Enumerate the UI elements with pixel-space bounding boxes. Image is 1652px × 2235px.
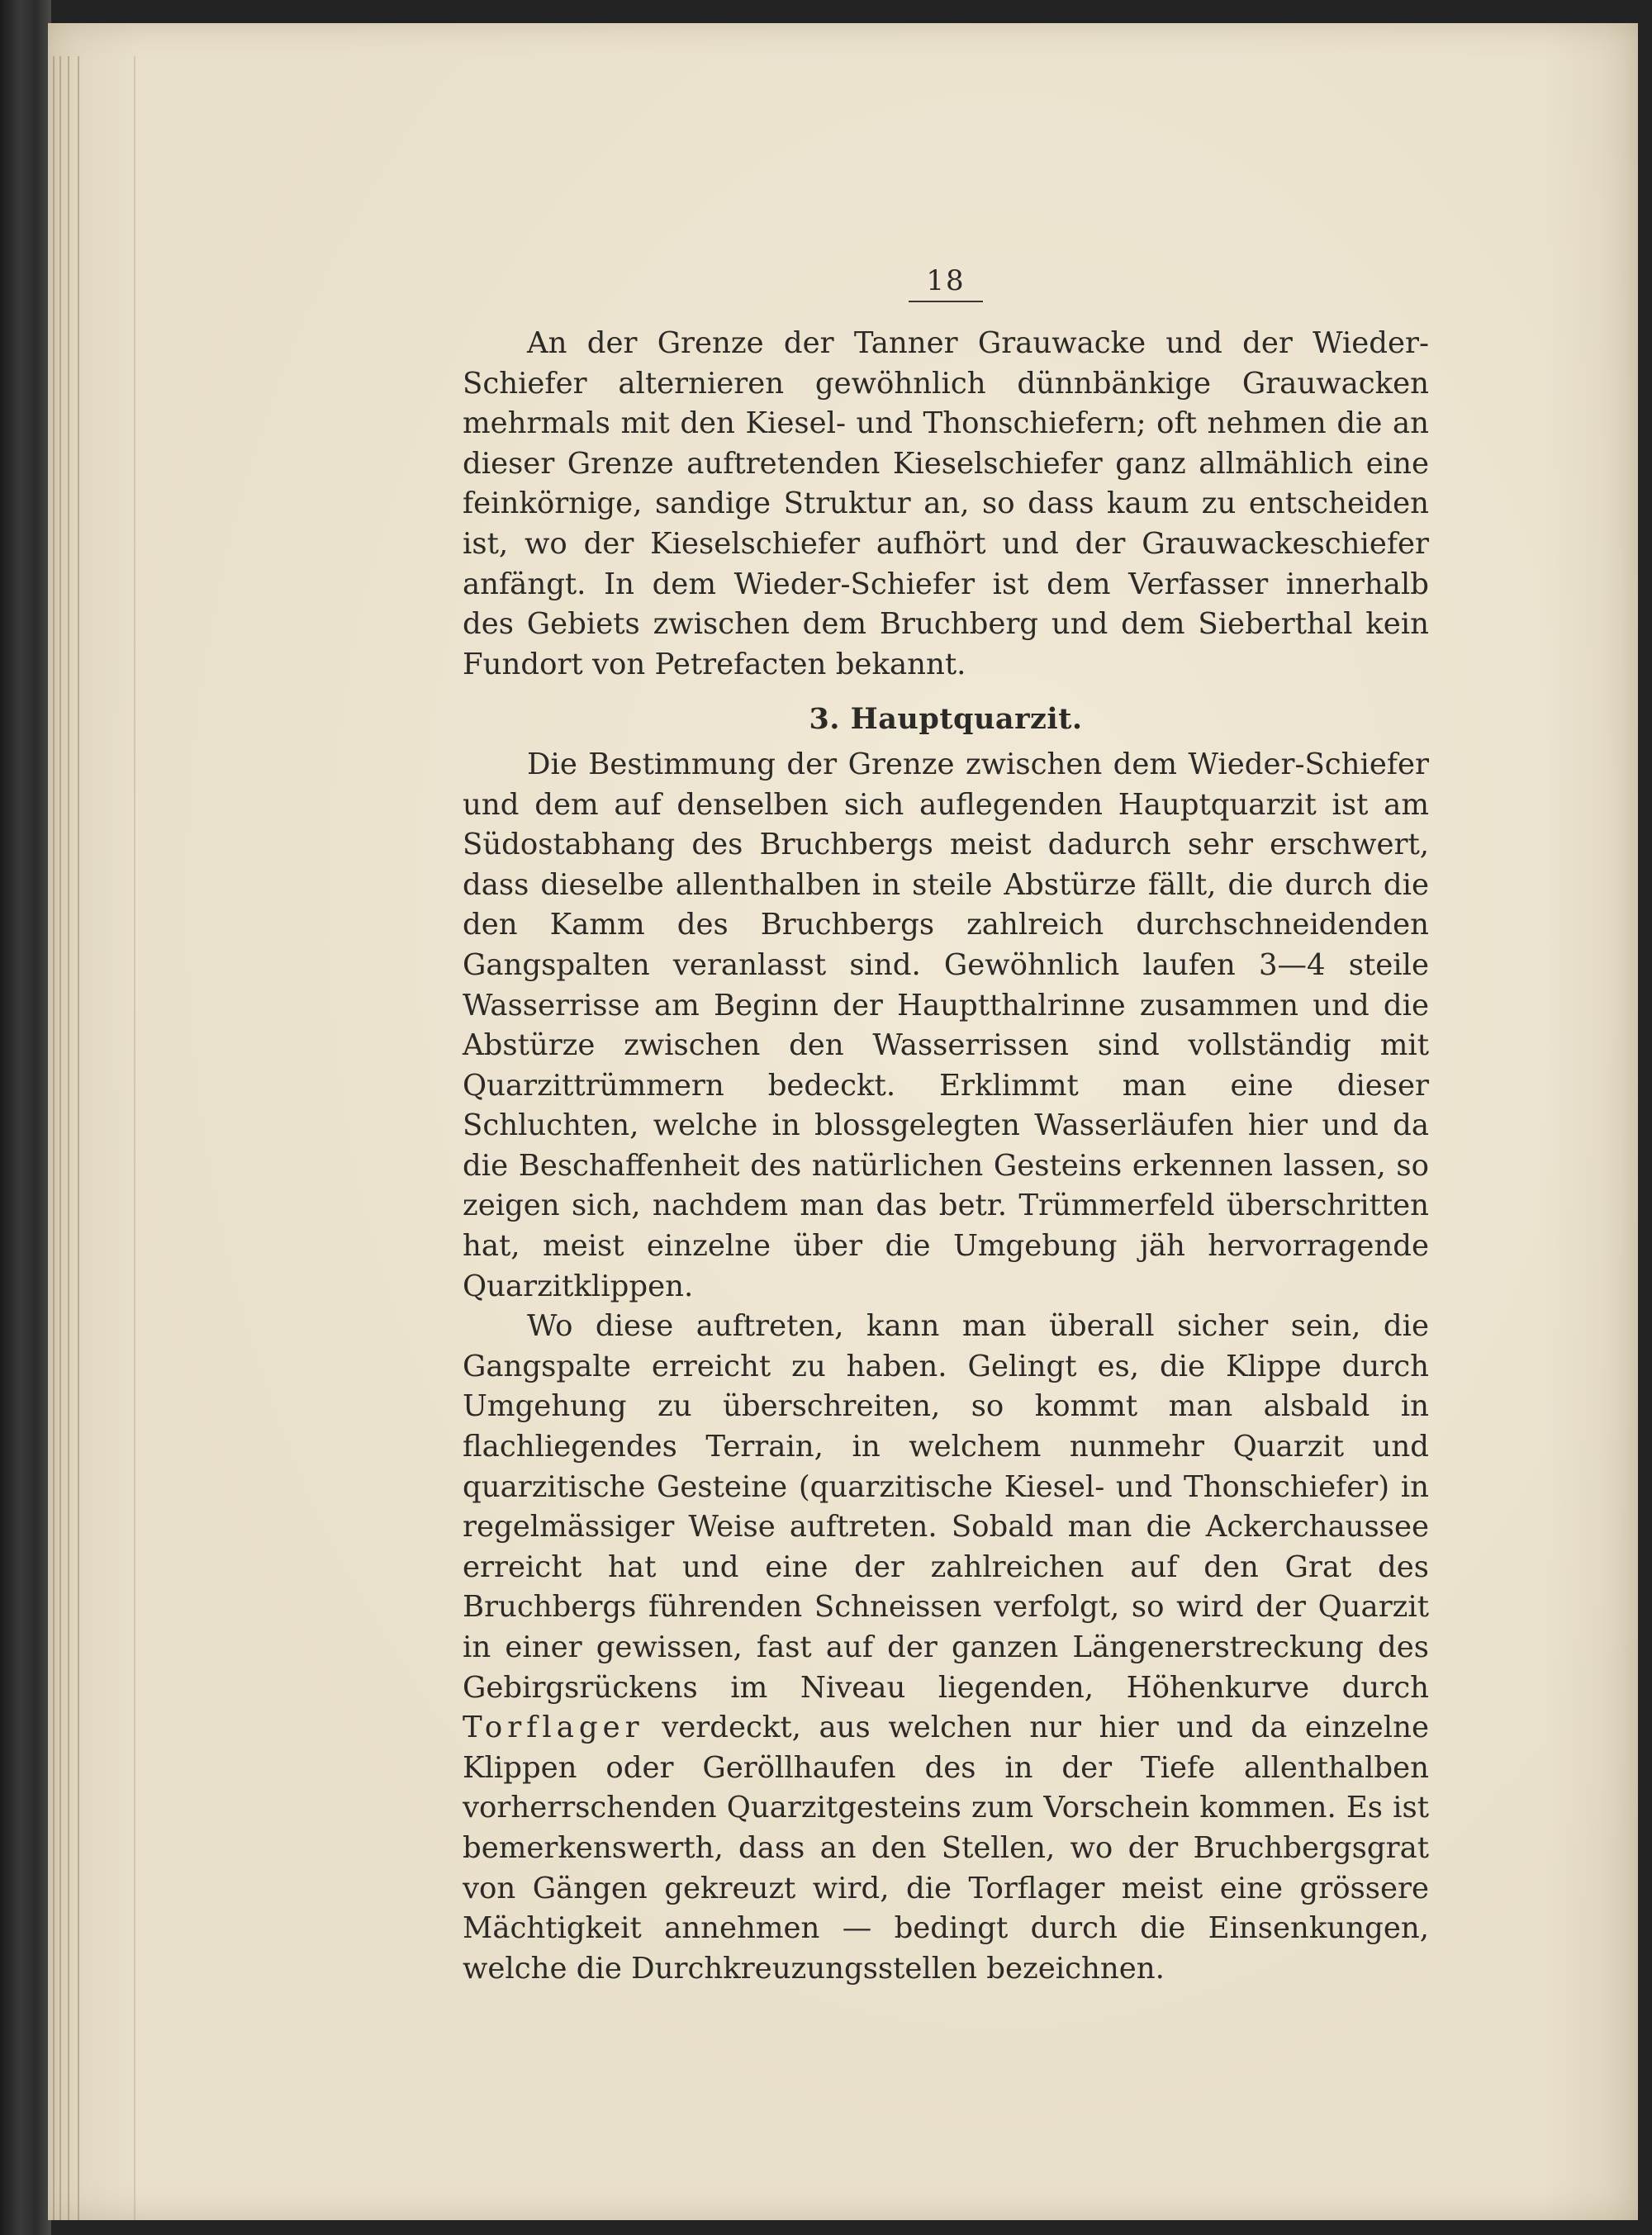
- page-number: 18: [909, 264, 983, 302]
- book-cover-edge: [0, 0, 51, 2235]
- page-body: [463, 264, 1429, 1989]
- paragraph-gangspalte: [463, 1307, 1429, 1989]
- spaced-term: Torflager: [463, 1711, 644, 1745]
- page-edge-line: [68, 56, 69, 2220]
- paragraph-grenzbestimmung: Die Bestimmung der Grenze zwischen dem Wieder-Schiefer und dem auf denselben sich auflegenden Hauptquarzit ist am Südostabhang des Bruchbergs meist dadurch sehr erschwert, dass dieselbe allenthalben in steile Abstürze fällt, die durch die den Kamm des Bruchbergs zahlreich durchschneidenden Gangspalten veranlasst sind. Gewöhnlich laufen 3—4 steile Wasserrisse am Beginn der Hauptthalrinne zusammen und die Abstürze zwischen den Wasserrissen sind vollständig mit Quarzittrümmern bedeckt. Erklimmt man eine dieser Schluchten, welche in blossgelegten Wasserläufen hier und da die Beschaffenheit des natürlichen Gesteins erkennen lassen, so zeigen sich, nachdem man das betr. Trümmerfeld überschritten hat, meist einzelne über die Umgebung jäh hervorragende Quarzitklippen.: [463, 747, 1429, 1303]
- page-edge-line: [59, 56, 61, 2220]
- section-heading: 3. Hauptquarzit.: [809, 702, 1083, 737]
- page-edge-line: [78, 56, 79, 2220]
- page-edge-line: [134, 56, 135, 2220]
- paragraph-text: verdeckt, aus welchen nur hier und da einzelne Klippen oder Geröllhaufen des in der Tiefe allenthalben vorherrschenden Quarzitgesteins zum Vorschein kommen. Es ist bemerkenswerth, dass an den Stellen, wo der Bruchbergsgrat von Gängen gekreuzt wird, die Torflager meist eine grössere Mächtigkeit annehmen — bedingt durch die Einsenkungen, welche die Durchkreuzungsstellen bezeichnen.: [463, 1711, 1429, 1986]
- paragraph-text: Wo diese auftreten, kann man überall sicher sein, die Gangspalte erreicht zu haben. Gelingt es, die Klippe durch Umgehung zu überschreiten, so kommt man alsbald in flachliegendes Terrain, in welchem nunmehr Quarzit und quarzitische Gesteine (quarzitische Kiesel- und Thonschiefer) in regelmässiger Weise auftreten. Sobald man die Ackerchaussee erreicht hat und eine der zahlreichen auf den Grat des Bruchbergs führenden Schneissen verfolgt, so wird der Quarzit in einer gewissen, fast auf der ganzen Längenerstreckung des Gebirgsrückens im Niveau liegenden, Höhenkurve durch: [463, 1309, 1429, 1705]
- page-edge-line: [53, 56, 55, 2220]
- paragraph-wieder-schiefer: An der Grenze der Tanner Grauwacke und der Wieder-Schiefer alternieren gewöhnlich dünnbänkige Grauwacken mehrmals mit den Kiesel- und Thonschiefern; oft nehmen die an dieser Grenze auftretenden Kieselschiefer ganz allmählich eine feinkörnige, sandige Struktur an, so dass kaum zu entscheiden ist, wo der Kieselschiefer aufhört und der Grauwackeschiefer anfängt. In dem Wieder-Schiefer ist dem Verfasser innerhalb des Gebiets zwischen dem Bruchberg und dem Sieberthal kein Fundort von Petrefacten bekannt.: [463, 326, 1429, 681]
